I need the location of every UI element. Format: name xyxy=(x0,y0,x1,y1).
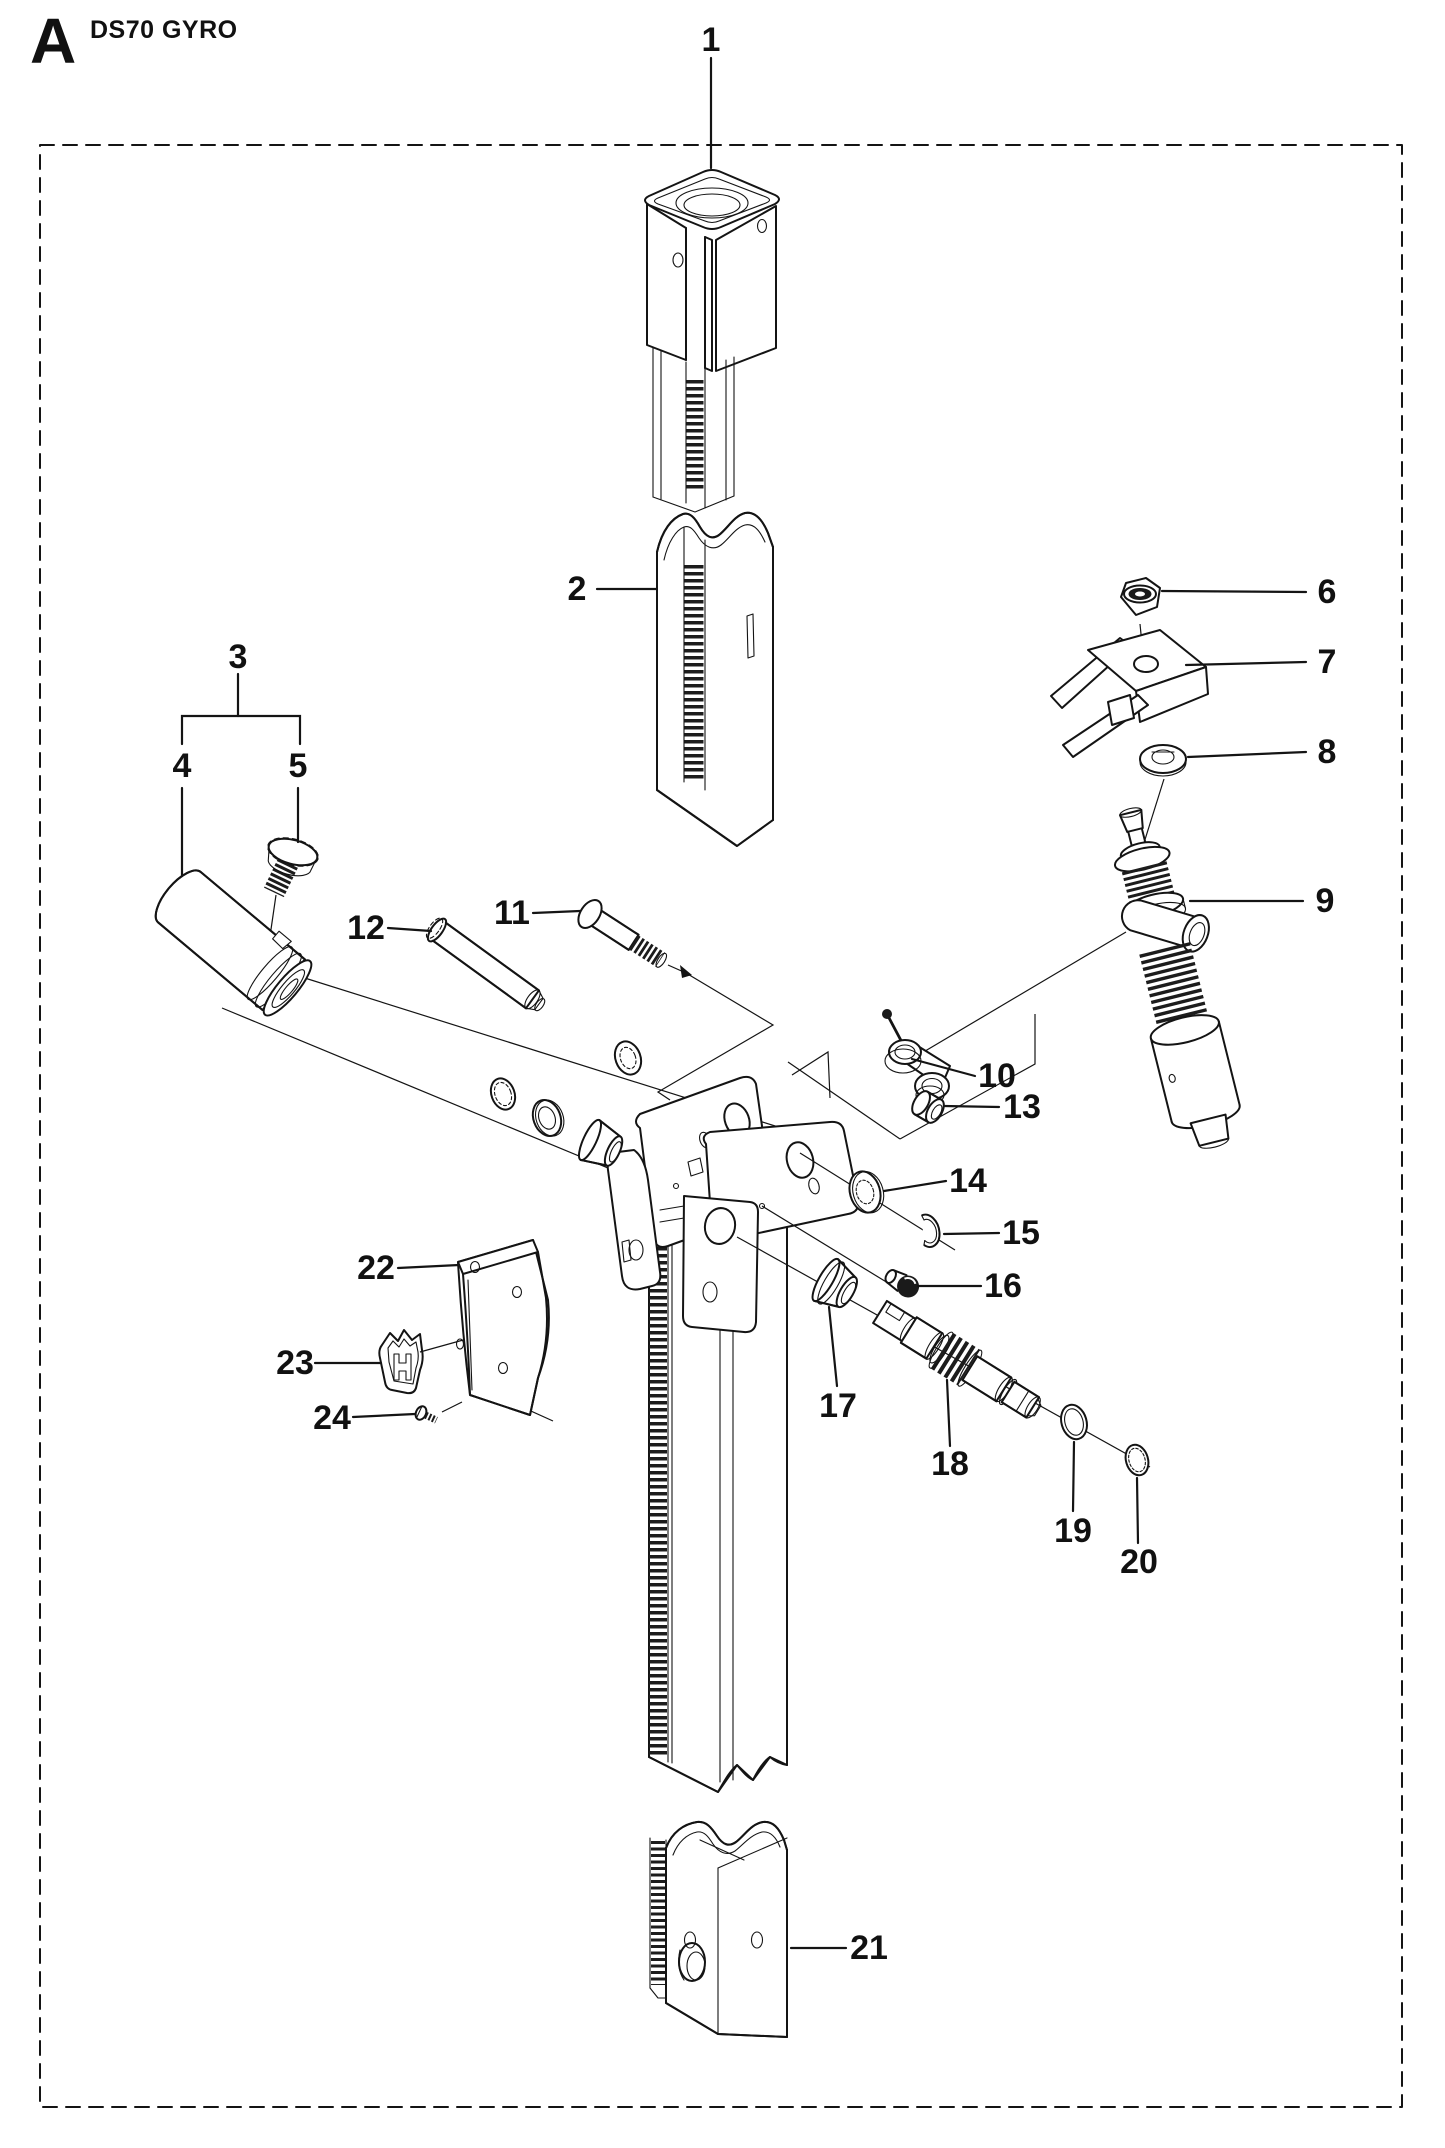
callout-label-12: 12 xyxy=(347,909,385,947)
callout-label-11: 11 xyxy=(494,894,530,932)
part-22-cover-drawing xyxy=(457,1240,549,1415)
part-4-cylinder-drawing xyxy=(146,859,319,1021)
part-1-upper-column-drawing xyxy=(645,170,779,512)
part-16-screw-drawing xyxy=(882,1265,923,1301)
part-18-pinion-shaft-drawing xyxy=(869,1294,1049,1428)
callout-label-19: 19 xyxy=(1054,1512,1092,1550)
part-24-screw-drawing xyxy=(414,1405,440,1427)
callout-label-3: 3 xyxy=(228,638,248,676)
callout-label-8: 8 xyxy=(1317,733,1337,771)
part-21-lower-column-drawing xyxy=(650,1822,787,2037)
page-title: DS70 GYRO xyxy=(90,16,238,44)
part-17-bushing-drawing xyxy=(808,1256,864,1316)
callout-label-17: 17 xyxy=(819,1387,857,1425)
part-9-feed-screw-drawing xyxy=(1096,795,1267,1155)
callout-label-9: 9 xyxy=(1315,882,1335,920)
part-19-ring-drawing xyxy=(1057,1402,1091,1443)
callout-label-15: 15 xyxy=(1002,1214,1040,1252)
part-5-plug-screw-drawing xyxy=(256,833,321,902)
callout-label-16: 16 xyxy=(984,1267,1022,1305)
callout-label-4: 4 xyxy=(172,747,192,785)
part-15-retaining-ring-drawing xyxy=(916,1212,943,1249)
part-6-nut-drawing xyxy=(1121,578,1160,615)
callout-label-21: 21 xyxy=(850,1929,888,1967)
callout-label-23: 23 xyxy=(276,1344,314,1382)
part-8-washer-drawing xyxy=(1140,745,1186,776)
figure-letter: A xyxy=(30,5,77,77)
callout-label-18: 18 xyxy=(931,1445,969,1483)
part-23-emblem-drawing xyxy=(379,1330,422,1393)
callout-label-5: 5 xyxy=(288,747,308,785)
callout-label-10: 10 xyxy=(978,1057,1016,1095)
callout-label-2: 2 xyxy=(567,570,587,608)
part-10-latch-drawing xyxy=(883,1010,951,1105)
part-2-rack-insert-drawing xyxy=(657,513,773,846)
part-11-bolt-drawing xyxy=(573,896,672,976)
callout-label-7: 7 xyxy=(1317,643,1337,681)
part-7-bracket-drawing xyxy=(1051,630,1208,757)
callout-label-24: 24 xyxy=(313,1399,351,1437)
callout-label-20: 20 xyxy=(1120,1543,1158,1581)
part-12-pin-drawing xyxy=(423,914,551,1017)
callout-label-13: 13 xyxy=(1003,1088,1041,1126)
callout-label-22: 22 xyxy=(357,1249,395,1287)
part-20-lock-washer-drawing xyxy=(1122,1442,1152,1478)
callout-label-1: 1 xyxy=(701,21,721,59)
callout-label-14: 14 xyxy=(949,1162,987,1200)
callout-label-6: 6 xyxy=(1317,573,1337,611)
